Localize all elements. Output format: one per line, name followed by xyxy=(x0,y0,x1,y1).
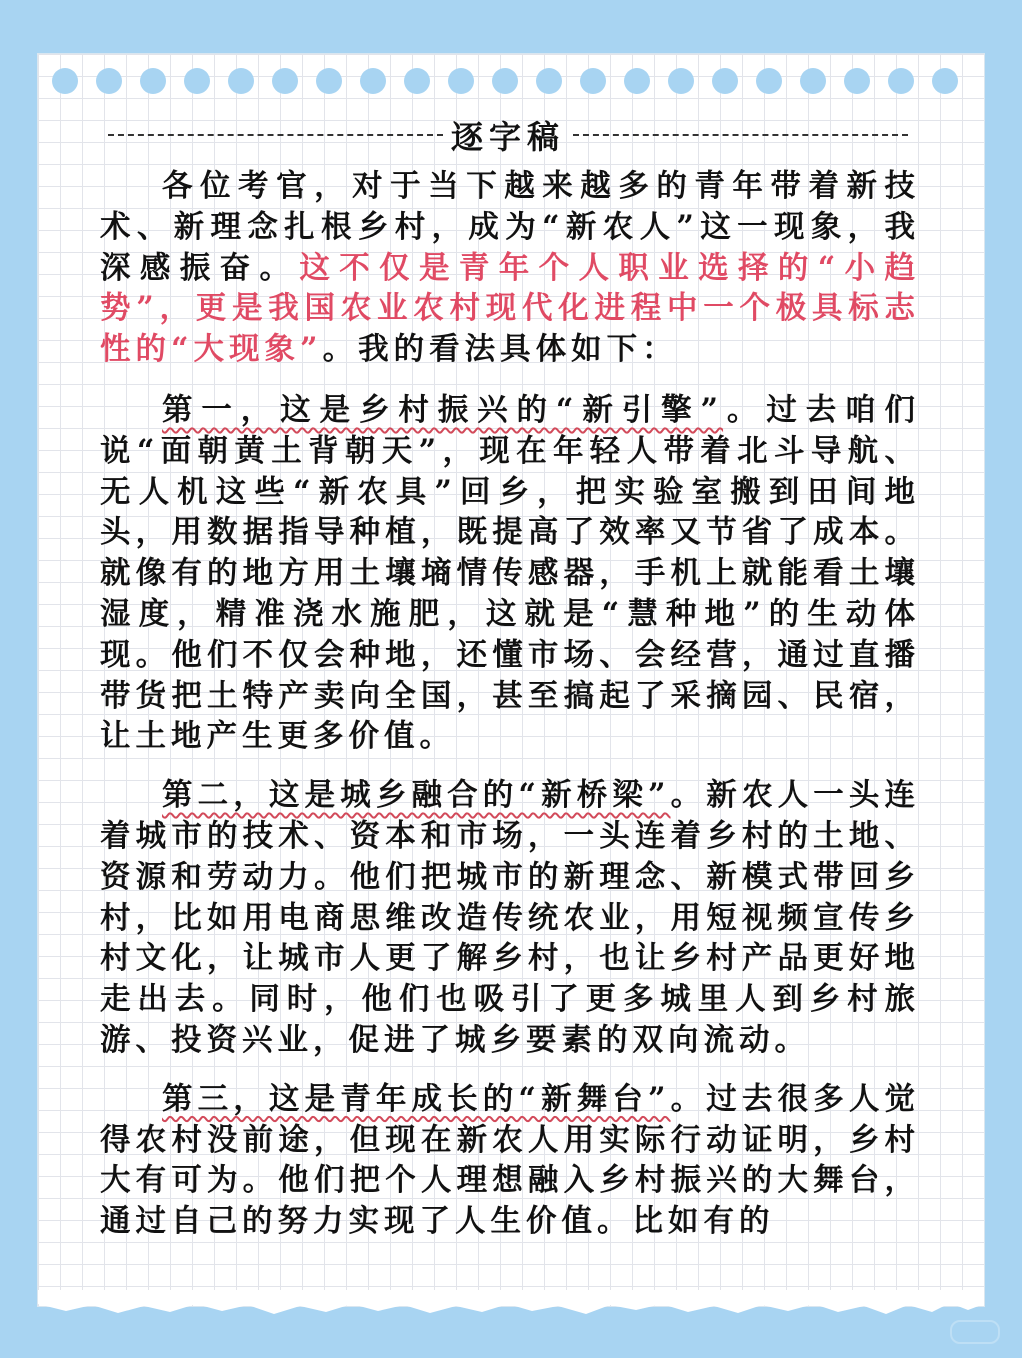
title-dash-right xyxy=(573,134,908,136)
binder-hole xyxy=(888,68,914,94)
point-two-heading: 第二，这是城乡融合的“新桥梁” xyxy=(162,777,671,814)
binder-hole xyxy=(52,68,78,94)
binder-hole xyxy=(844,68,870,94)
point-three-heading: 第三，这是青年成长的“新舞台” xyxy=(162,1080,671,1117)
title-dash-left xyxy=(108,134,443,136)
point-one-heading: 第一，这是乡村振兴的“新引擎” xyxy=(162,391,724,428)
point-three-paragraph xyxy=(100,1079,920,1242)
intro-paragraph xyxy=(100,166,920,370)
binder-hole xyxy=(228,68,254,94)
binder-hole xyxy=(536,68,562,94)
point-one-body: 。过去咱们说“面朝黄土背朝天”，现在年轻人带着北斗导航、无人机这些“新农具”回乡，把实验室搬到田间地头，用数据指导种植，既提高了效率又节省了成本。就像有的地方用土壤墒情传感器，手机上就能看土壤湿度，精准浇水施肥，这就是“慧种地”的生动体现。他们不仅会种地，还懂市场、会经营，通过直播带货把土特产卖向全国，甚至搞起了采摘园、民宿，让土地产生更多价值。 xyxy=(100,391,920,755)
intro-highlight: 这不仅是青年个人职业选择的“小趋势”，更是我国农业农村现代化进程中一个极具标志性的“大现象” xyxy=(100,249,921,368)
point-two-body: 。新农人一头连着城市的技术、资本和市场，一头连着乡村的土地、资源和劳动力。他们把城市的新理念、新模式带回乡村，比如用电商思维改造传统农业，用短视频宣传乡村文化，让城市人更了解乡村，也让乡村产品更好地走出去。同时，他们也吸引了更多城里人到乡村旅游、投资兴业，促进了城乡要素的双向流动。 xyxy=(100,777,920,1058)
transcript-body xyxy=(100,166,920,1260)
binder-hole xyxy=(932,68,958,94)
watermark-badge xyxy=(950,1320,1000,1344)
intro-tail: 。我的看法具体如下： xyxy=(322,331,678,368)
torn-paper-edge xyxy=(38,1290,984,1320)
title-row xyxy=(100,112,916,158)
binder-hole xyxy=(404,68,430,94)
intro-lead: 各位考官，对于当下越来越多的青年带着新技术、新理念扎根乡村，成为“新农人”这一现象，我深感振奋。 xyxy=(100,168,920,286)
binder-hole xyxy=(184,68,210,94)
point-two-paragraph xyxy=(100,775,920,1061)
binder-hole xyxy=(140,68,166,94)
binder-hole xyxy=(712,68,738,94)
page-title: 逐字稿 xyxy=(451,118,566,156)
binder-hole xyxy=(96,68,122,94)
point-one-paragraph xyxy=(100,390,920,757)
binder-hole xyxy=(756,68,782,94)
binder-hole xyxy=(492,68,518,94)
binder-hole xyxy=(580,68,606,94)
binder-holes xyxy=(38,64,984,100)
binder-hole xyxy=(272,68,298,94)
point-three-body: 。过去很多人觉得农村没前途，但现在新农人用实际行动证明，乡村大有可为。他们把个人理想融入乡村振兴的大舞台，通过自己的努力实现了人生价值。比如有的 xyxy=(100,1080,920,1240)
binder-hole xyxy=(668,68,694,94)
binder-hole xyxy=(624,68,650,94)
binder-hole xyxy=(448,68,474,94)
binder-hole xyxy=(316,68,342,94)
binder-hole xyxy=(800,68,826,94)
binder-hole xyxy=(360,68,386,94)
